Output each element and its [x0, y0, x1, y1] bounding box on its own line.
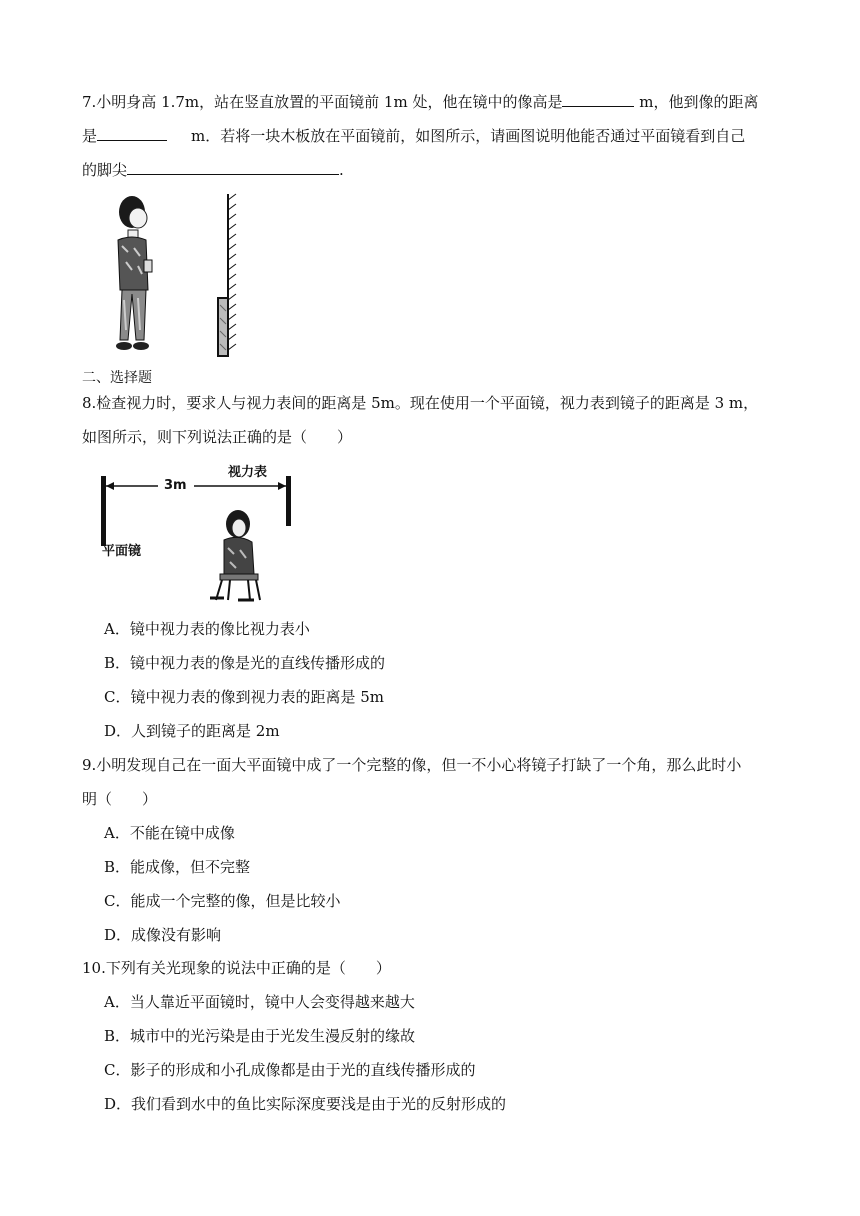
q7-text-6: .: [339, 161, 344, 179]
q10-line-1: 10.下列有关光现象的说法中正确的是（ ）: [82, 959, 391, 977]
q10-option-d: D．我们看到水中的鱼比实际深度要浅是由于光的反射形成的: [104, 1095, 507, 1113]
q9-option-a: A．不能在镜中成像: [104, 824, 235, 842]
figure-eye-chart-label: 视力表: [228, 465, 268, 480]
figure-distance-label: 3m: [164, 478, 187, 493]
q7-line-3: [82, 158, 344, 180]
q7-text-2: m，他到像的距离: [634, 93, 759, 111]
q10-option-b: B．城市中的光污染是由于光发生漫反射的缘故: [104, 1027, 416, 1045]
q9-option-d: D．成像没有影响: [104, 926, 222, 944]
q7-line-1: [82, 90, 758, 112]
q7-text-3: 是: [82, 127, 98, 145]
mirror-bar: [101, 476, 106, 546]
q8-line-1: 8.检查视力时，要求人与视力表间的距离是 5m。现在使用一个平面镜，视力表到镜子的距离是 3 m，: [82, 394, 759, 412]
q7-line-2: [82, 124, 745, 146]
section-title: 二、选择题: [82, 370, 152, 386]
q9-line-2: 明（ ）: [82, 790, 158, 808]
arrow-right-icon: [278, 482, 286, 490]
seated-person-illustration: [210, 510, 260, 600]
plane-mirror: [228, 194, 236, 356]
q8-option-b: B．镜中视力表的像是光的直线传播形成的: [104, 654, 386, 672]
q9-line-1: 9.小明发现自己在一面大平面镜中成了一个完整的像，但一不小心将镜子打缺了一个角，那么此时小: [82, 756, 742, 774]
q8-option-a: A．镜中视力表的像比视力表小: [104, 620, 310, 638]
q10-option-c: C．影子的形成和小孔成像都是由于光的直线传播形成的: [104, 1061, 476, 1079]
q8-figure-eye-test: [98, 458, 298, 608]
q7-blank-3: [127, 158, 339, 175]
figure-mirror-label: 平面镜: [102, 544, 142, 559]
q7-blank-1: [562, 90, 634, 107]
q9-option-c: C．能成一个完整的像，但是比较小: [104, 892, 341, 910]
q7-text-4: m．若将一块木板放在平面镜前，如图所示，请画图说明他能否通过平面镜看到自己: [191, 127, 746, 145]
q7-text-5: 的脚尖: [82, 161, 128, 179]
q7-text-1: 7.小明身高 1.7m，站在竖直放置的平面镜前 1m 处，他在镜中的像高是: [82, 93, 563, 111]
boy-illustration: [116, 196, 152, 350]
q7-figure-boy-mirror: [108, 190, 258, 360]
q7-blank-2: [97, 124, 167, 141]
q8-line-2: 如图所示，则下列说法正确的是（ ）: [82, 428, 353, 446]
wooden-board: [218, 298, 228, 356]
arrow-left-icon: [106, 482, 114, 490]
q10-option-a: A．当人靠近平面镜时，镜中人会变得越来越大: [104, 993, 415, 1011]
eye-chart-bar: [286, 476, 291, 526]
q8-figure-drawing: [98, 458, 298, 608]
q8-option-c: C．镜中视力表的像到视力表的距离是 5m: [104, 688, 385, 706]
q8-option-d: D．人到镜子的距离是 2m: [104, 722, 280, 740]
q9-option-b: B．能成像，但不完整: [104, 858, 251, 876]
